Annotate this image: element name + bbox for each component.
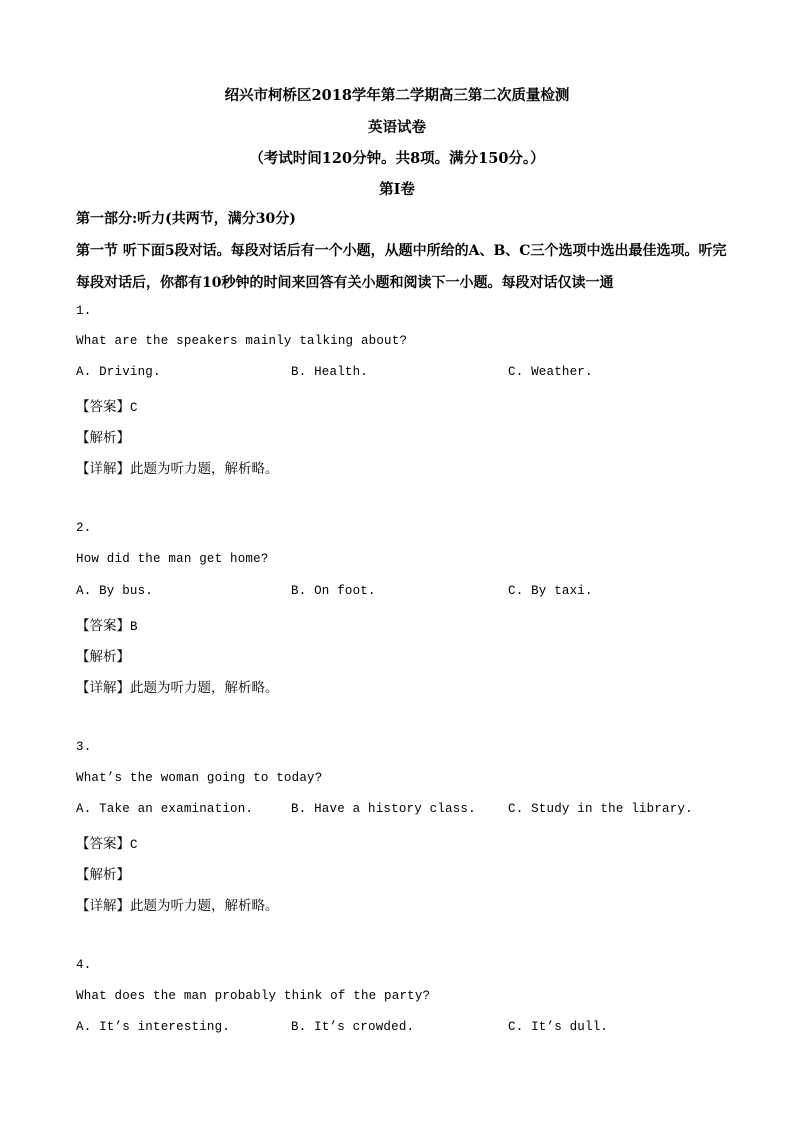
exam-info: （考试时间120分钟。共8项。满分150分。） [249,150,545,167]
detail-line [76,457,279,477]
option-c: C. Study in the library. [508,802,693,816]
detail-label: 【详解】 [76,898,130,914]
answer-line [76,614,138,634]
question-stem: What does the man probably think of the party? [76,989,431,1003]
answer-value: C [130,401,138,415]
option-b: B. On foot. [291,584,376,598]
question-stem: What are the speakers mainly talking about? [76,334,408,348]
option-b: B. Have a history class. [291,802,476,816]
answer-label: 【答案】 [76,618,130,634]
question-stem: What’s the woman going to today? [76,771,323,785]
answer-label: 【答案】 [76,399,130,415]
answer-label: 【答案】 [76,836,130,852]
section-instructions-line2: 每段对话后，你都有10秒钟的时间来回答有关小题和阅读下一小题。每段对话仅读一通 [76,275,614,291]
option-a: A. It’s interesting. [76,1020,231,1034]
answer-value: C [130,838,138,852]
question-stem: How did the man get home? [76,552,269,566]
detail-text: 此题为听力题，解析略。 [130,461,279,477]
answer-line [76,832,138,852]
detail-label: 【详解】 [76,680,130,696]
part-heading: 第一部分:听力(共两节，满分30分) [76,211,296,227]
volume-title: 第I卷 [379,181,415,198]
option-a: A. By bus. [76,584,154,598]
option-c: C. By taxi. [508,584,593,598]
section-instructions-line1: 第一节 听下面5段对话。每段对话后有一个小题，从题中所给的A、B、C三个选项中选出最佳选项。听完 [76,243,727,259]
option-c: C. It’s dull. [508,1020,609,1034]
option-b: B. It’s crowded. [291,1020,415,1034]
question-number: 3. [76,740,92,754]
question-number: 1. [76,304,92,318]
option-a: A. Take an examination. [76,802,254,816]
question-number: 2. [76,521,92,535]
detail-line [76,894,279,914]
answer-line [76,395,138,415]
subject-title: 英语试卷 [368,119,426,136]
option-b: B. Health. [291,365,369,379]
detail-label: 【详解】 [76,461,130,477]
detail-text: 此题为听力题，解析略。 [130,898,279,914]
analysis-label: 【解析】 [76,430,130,446]
answer-value: B [130,620,138,634]
detail-text: 此题为听力题，解析略。 [130,680,279,696]
analysis-label: 【解析】 [76,649,130,665]
question-number: 4. [76,958,92,972]
analysis-label: 【解析】 [76,867,130,883]
option-a: A. Driving. [76,365,161,379]
option-c: C. Weather. [508,365,593,379]
exam-title: 绍兴市柯桥区2018学年第二学期高三第二次质量检测 [224,87,570,104]
detail-line [76,676,279,696]
